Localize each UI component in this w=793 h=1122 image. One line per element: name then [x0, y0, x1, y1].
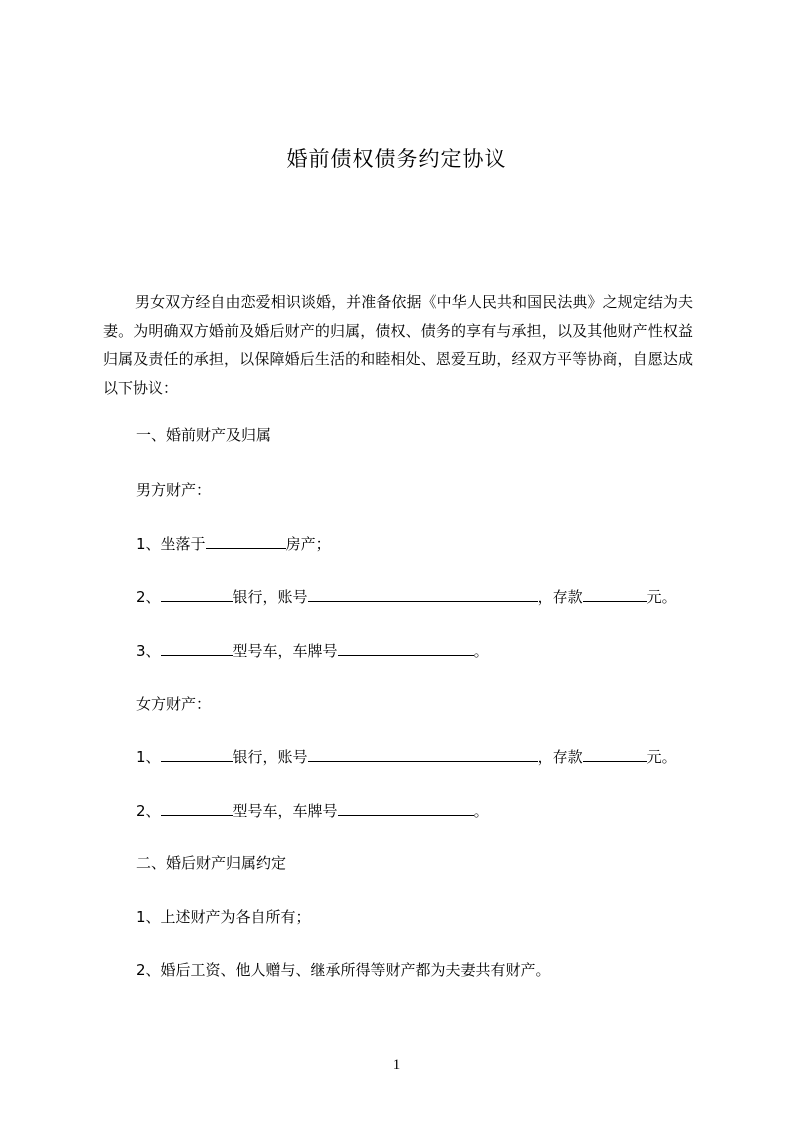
male-item-2: [136, 586, 677, 607]
female-item-1: [136, 746, 677, 767]
intro-paragraph: 男女双方经自由恋爱相识谈婚，并准备依据《中华人民共和国民法典》之规定结为夫妻。为明确双方婚前及婚后财产的归属，债权、债务的享有与承担，以及其他财产性权益归属及责任的承担，以保障婚后生活的和睦相处、恩爱互助，经双方平等协商，自愿达成以下协议：: [103, 293, 693, 397]
male-item-1: [136, 533, 331, 554]
fill-blank-bank[interactable]: [161, 587, 233, 602]
page-number: 1: [392, 1057, 401, 1073]
item-number: 3、: [136, 642, 161, 660]
fill-blank-plate[interactable]: [338, 801, 474, 816]
item-text: 。: [473, 802, 489, 820]
item-text: 型号车，车牌号: [232, 642, 338, 660]
item-text: 元。: [646, 588, 677, 606]
item-text: 型号车，车牌号: [232, 802, 338, 820]
item-text: 坐落于: [160, 535, 206, 553]
fill-blank-deposit[interactable]: [583, 587, 647, 602]
fill-blank-location[interactable]: [206, 534, 286, 549]
item-number: 1、: [136, 748, 161, 766]
fill-blank-deposit[interactable]: [583, 747, 647, 762]
item-number: 1、: [136, 535, 161, 553]
item-text: 。: [473, 642, 489, 660]
male-item-3: [136, 640, 489, 661]
section-heading-postmarital: 二、婚后财产归属约定: [136, 854, 287, 872]
item-text: 银行，账号: [232, 748, 308, 766]
female-item-2: [136, 800, 489, 821]
item-text: 房产；: [285, 535, 331, 553]
fill-blank-plate[interactable]: [338, 641, 474, 656]
postmarital-item-2: 2、婚后工资、他人赠与、继承所得等财产都为夫妻共有财产。: [136, 961, 551, 979]
item-text: ，存款: [537, 588, 583, 606]
male-property-heading: 男方财产：: [136, 481, 212, 499]
item-text: 元。: [646, 748, 677, 766]
fill-blank-bank[interactable]: [161, 747, 233, 762]
fill-blank-account[interactable]: [308, 587, 538, 602]
fill-blank-car-model[interactable]: [161, 801, 233, 816]
fill-blank-account[interactable]: [308, 747, 538, 762]
fill-blank-car-model[interactable]: [161, 641, 233, 656]
section-heading-premarital: 一、婚前财产及归属: [136, 426, 272, 444]
item-number: 2、: [136, 588, 161, 606]
item-text: 银行，账号: [232, 588, 308, 606]
female-property-heading: 女方财产：: [136, 695, 212, 713]
postmarital-item-1: 1、上述财产为各自所有；: [136, 908, 311, 926]
item-text: ，存款: [537, 748, 583, 766]
document-title: 婚前债权债务约定协议: [286, 147, 507, 171]
item-number: 2、: [136, 802, 161, 820]
